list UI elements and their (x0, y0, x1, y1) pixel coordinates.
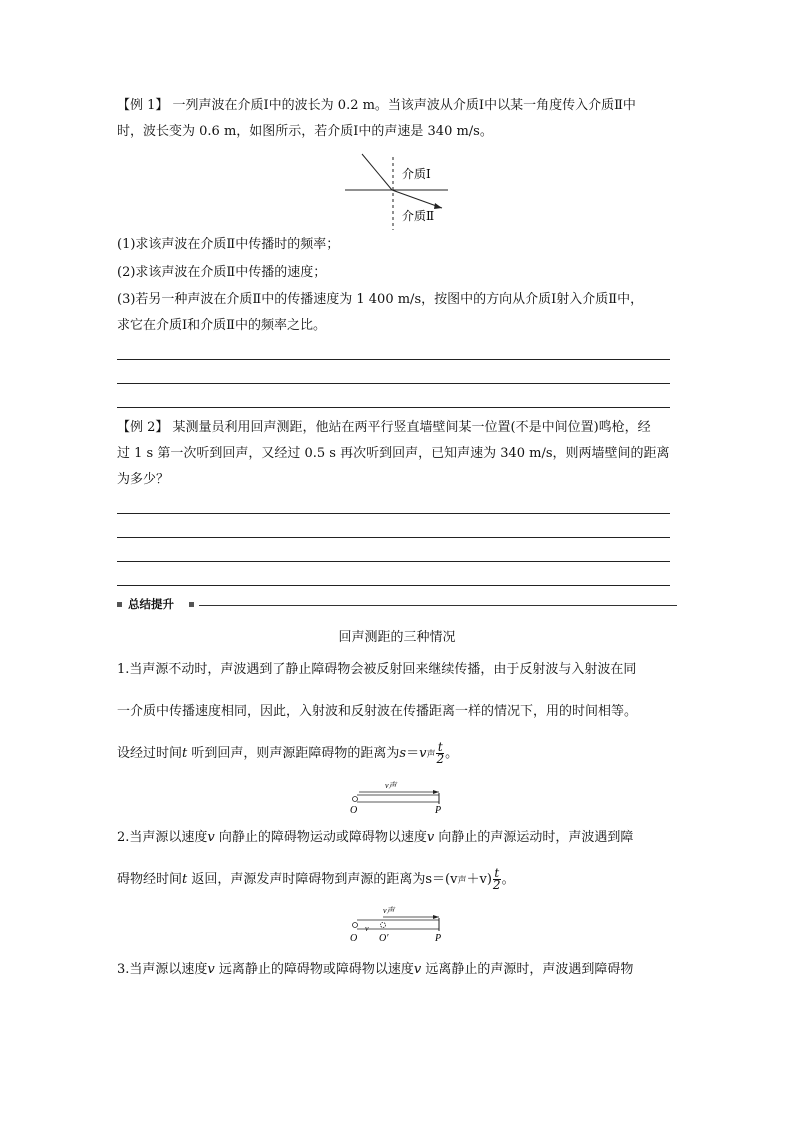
fig2-v-label: v (365, 924, 369, 933)
bullet-square (189, 602, 194, 607)
question-2: (2)求该声波在介质Ⅱ中传播的速度； (117, 265, 327, 280)
echo-figure-2 (345, 904, 455, 944)
answer-line (117, 585, 670, 586)
summary-title: 回声测距的三种情况 (338, 630, 456, 645)
answer-line (117, 359, 670, 360)
summary-heading: 总结提升 (128, 597, 174, 611)
fraction: $\frac{t}{2}$ (492, 866, 501, 892)
answer-line (117, 407, 670, 408)
bullet-square (117, 602, 122, 607)
case1-line3: 设经过时间t 听到回声，则声源距障碍物的距离为s＝v声 $\frac{t}{2}$ 。 (117, 740, 459, 766)
case2-line1: 2.当声源以速度v 向静止的障碍物运动或障碍物以速度v 向静止的声源运动时，声波遇到障 (117, 830, 634, 845)
example2-line3: 为多少？ (117, 472, 170, 487)
question-3-line1: (3)若另一种声波在介质Ⅱ中的传播速度为 1 400 m/s，按图中的方向从介质Ⅰ射入介质Ⅱ中， (117, 292, 644, 307)
case2-line2: 碍物经时间t 返回，声源发声时障碍物到声源的距离为s＝(v声＋v) $\frac{t}{2}$ 。 (117, 866, 515, 892)
example2-line1: 【例 2】 某测量员利用回声测距，他站在两平行竖直墙壁间某一位置(不是中间位置)鸣枪，经 (117, 420, 651, 435)
example2-line2: 过 1 s 第一次听到回声，又经过 0.5 s 再次听到回声，已知声速为 340 m/s，则两墙壁间的距离 (117, 446, 670, 461)
refraction-figure (340, 152, 480, 232)
fig-medium1-label: 介质Ⅰ (402, 167, 431, 181)
fig-medium2-label: 介质Ⅱ (402, 209, 435, 223)
case1-line2: 一介质中传播速度相同，因此，入射波和反射波在传播距离一样的情况下，用的时间相等。 (117, 704, 638, 719)
answer-line (117, 383, 670, 384)
fig1-O-label: O (350, 805, 358, 816)
fraction: $\frac{t}{2}$ (436, 740, 445, 766)
echo-figure-1 (345, 780, 455, 816)
answer-line (117, 561, 670, 562)
case3-line1: 3.当声源以速度v 远离静止的障碍物或障碍物以速度v 远离静止的声源时，声波遇到障碍物 (117, 962, 634, 977)
fig2-O-label: O (350, 933, 358, 944)
example1-line1: 【例 1】 一列声波在介质Ⅰ中的波长为 0.2 m。当该声波从介质Ⅰ中以某一角度传入介质Ⅱ中 (117, 98, 636, 113)
answer-line (117, 513, 670, 514)
fig2-O2-label: O′ (379, 933, 389, 944)
summary-heading-bar (117, 596, 677, 616)
answer-line (117, 537, 670, 538)
fig1-v-label: v声 (385, 781, 397, 790)
fig1-P-label: P (435, 805, 442, 816)
case1-line1: 1.当声源不动时，声波遇到了静止障碍物会被反射回来继续传播，由于反射波与入射波在同 (117, 662, 637, 677)
example1-line2: 时，波长变为 0.6 m，如图所示，若介质Ⅰ中的声速是 340 m/s。 (117, 124, 493, 139)
divider (199, 605, 677, 606)
fig2-vs-label: v声 (383, 906, 395, 915)
fig2-P-label: P (435, 933, 442, 944)
question-1: (1)求该声波在介质Ⅱ中传播时的频率； (117, 237, 340, 252)
question-3-line2: 求它在介质Ⅰ和介质Ⅱ中的频率之比。 (117, 318, 326, 333)
